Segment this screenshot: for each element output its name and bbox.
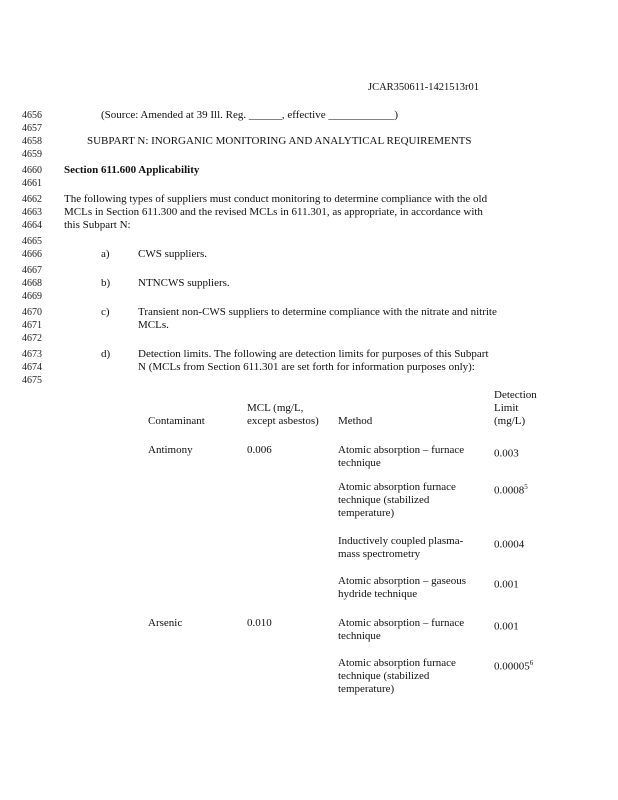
method-cell: Atomic absorption furnace [338, 481, 456, 493]
method-cell: technique [338, 630, 381, 642]
line-number: 4660 [22, 165, 42, 176]
header-detection: Detection [494, 389, 537, 401]
method-cell: Atomic absorption – gaseous [338, 575, 467, 587]
item-text: Transient non-CWS suppliers to determine compliance with the nitrate and nitrite [138, 306, 497, 318]
method-cell: mass spectrometry [338, 548, 421, 560]
contaminant-cell: Antimony [148, 444, 193, 456]
line-number: 4662 [22, 194, 42, 205]
intro-line: this Subpart N: [64, 219, 131, 231]
limit-cell: 0.0008$^5$ [494, 483, 528, 497]
line-number: 4668 [22, 278, 42, 289]
method-cell: Inductively coupled plasma- [338, 535, 464, 547]
method-cell: technique (stabilized [338, 670, 430, 682]
line-number: 4657 [22, 123, 42, 134]
limit-cell: 0.001 [494, 620, 519, 633]
line-number: 4659 [22, 149, 42, 160]
line-number: 4671 [22, 320, 42, 331]
line-number: 4669 [22, 291, 42, 302]
line-number: 4673 [22, 349, 42, 360]
method-cell: temperature) [338, 683, 395, 695]
line-number: 4664 [22, 220, 42, 231]
item-text: N (MCLs from Section 611.301 are set forth for information purposes only): [138, 361, 475, 373]
subpart-title: SUBPART N: INORGANIC MONITORING AND ANALYTICAL REQUIREMENTS [87, 135, 472, 147]
item-text: CWS suppliers. [138, 248, 208, 260]
line-number: 4658 [22, 136, 42, 147]
item-label: d) [101, 348, 111, 360]
line-number: 4661 [22, 178, 42, 189]
source-note: (Source: Amended at 39 Ill. Reg. ______, effective ____________) [101, 109, 399, 121]
item-label: b) [101, 277, 111, 289]
header-units: (mg/L) [494, 415, 526, 427]
line-number: 4672 [22, 333, 42, 344]
limit-cell: 0.001 [494, 578, 519, 591]
header-mcl: MCL (mg/L, [247, 402, 304, 414]
line-number: 4670 [22, 307, 42, 318]
method-cell: technique (stabilized [338, 494, 430, 506]
line-number: 4675 [22, 375, 42, 386]
document-id: JCAR350611-1421513r01 [368, 82, 480, 93]
header-mcl-note: except asbestos) [247, 415, 319, 427]
method-cell: temperature) [338, 507, 395, 519]
line-number: 4663 [22, 207, 42, 218]
item-text: MCLs. [138, 319, 169, 331]
line-number: 4666 [22, 249, 42, 260]
section-heading: Section 611.600 Applicability [64, 164, 200, 176]
header-limit: Limit [494, 402, 519, 414]
method-cell: Atomic absorption furnace [338, 657, 456, 669]
limit-cell: 0.00005$^6$ [494, 659, 534, 673]
method-cell: technique [338, 457, 381, 469]
limit-cell: 0.0004 [494, 538, 525, 551]
mcl-cell: 0.010 [247, 617, 272, 629]
item-text: Detection limits. The following are detection limits for purposes of this Subpart [138, 348, 489, 360]
method-cell: Atomic absorption – furnace [338, 617, 465, 629]
contaminant-cell: Arsenic [148, 617, 183, 629]
header-contaminant: Contaminant [148, 415, 205, 427]
line-number: 4665 [22, 236, 42, 247]
method-cell: Atomic absorption – furnace [338, 444, 465, 456]
line-number: 4667 [22, 265, 42, 276]
line-number: 4674 [22, 362, 42, 373]
line-number: 4656 [22, 110, 42, 121]
intro-line: MCLs in Section 611.300 and the revised MCLs in 611.301, as appropriate, in accordance with [64, 206, 483, 218]
item-label: a) [101, 248, 110, 260]
mcl-cell: 0.006 [247, 444, 272, 456]
intro-line: The following types of suppliers must conduct monitoring to determine compliance with the old [64, 193, 488, 205]
item-label: c) [101, 306, 110, 318]
header-method: Method [338, 415, 373, 427]
item-text: NTNCWS suppliers. [138, 277, 230, 289]
method-cell: hydride technique [338, 588, 418, 600]
limit-cell: 0.003 [494, 447, 519, 460]
